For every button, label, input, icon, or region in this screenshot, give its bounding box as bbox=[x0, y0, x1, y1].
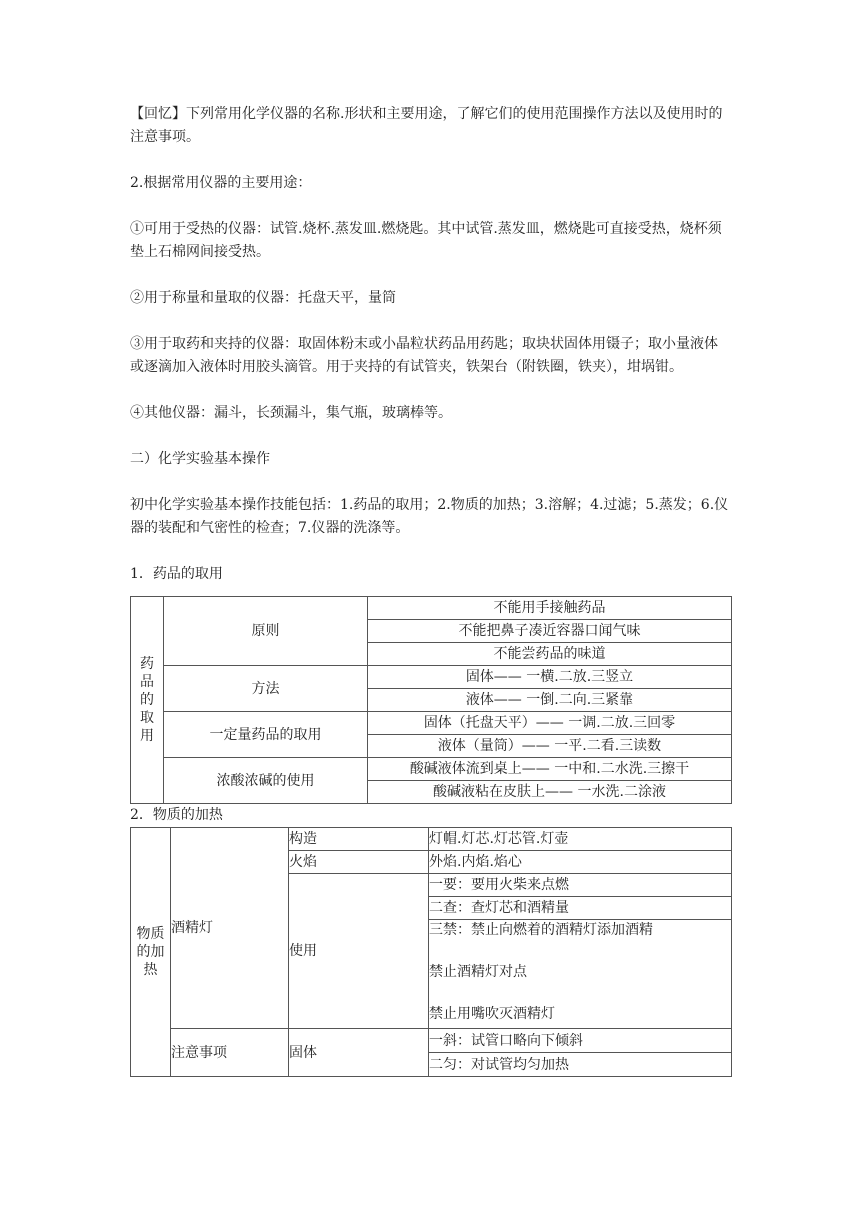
row-label-use: 使用 bbox=[289, 874, 429, 1029]
table-row bbox=[131, 828, 732, 851]
table-cell: 液体（量筒）—— 一平.二看.三读数 bbox=[368, 735, 732, 758]
table-cell: 灯帽.灯芯.灯芯管.灯壶 bbox=[429, 828, 732, 851]
table-cell: 固体（托盘天平）—— 一调.二放.三回零 bbox=[368, 712, 732, 735]
row-label-structure: 构造 bbox=[289, 828, 429, 851]
row-label-notes: 注意事项 bbox=[171, 1029, 289, 1077]
table-row bbox=[131, 666, 732, 689]
row-label-principle: 原则 bbox=[164, 597, 368, 666]
row-label-acid-base: 浓酸浓碱的使用 bbox=[164, 758, 368, 804]
table-row bbox=[131, 712, 732, 735]
document-body bbox=[130, 0, 731, 1077]
category-cell: 物质的加热 bbox=[131, 828, 171, 1077]
table-cell: 外焰.内焰.焰心 bbox=[429, 851, 732, 874]
measuring-instruments-paragraph: ②用于称量和量取的仪器：托盘天平，量筒 bbox=[130, 290, 396, 306]
ban-item: 三禁：禁止向燃着的酒精灯添加酒精 bbox=[429, 922, 653, 938]
ban-item: 禁止酒精灯对点 bbox=[429, 964, 527, 980]
three-bans-cell bbox=[429, 920, 732, 1029]
table-cell: 一斜：试管口略向下倾斜 bbox=[429, 1029, 732, 1053]
row-label-method: 方法 bbox=[164, 666, 368, 712]
table-cell: 一要：要用火柴来点燃 bbox=[429, 874, 732, 897]
table-row bbox=[131, 758, 732, 781]
table-cell: 固体—— 一横.二放.三竖立 bbox=[368, 666, 732, 689]
heating-table bbox=[130, 827, 732, 1077]
holding-instruments-paragraph: ③用于取药和夹持的仪器：取固体粉末或小晶粒状药品用药匙；取块状固体用镊子；取小量液体或逐滴加入液体时用胶头滴管。用于夹持的有试管夹，铁架台（附铁圈，铁夹），坩埚钳。 bbox=[130, 336, 718, 375]
table-cell: 酸碱液粘在皮肤上—— 一水洗.二涂液 bbox=[368, 781, 732, 804]
section-heading-heating: 2．物质的加热 bbox=[130, 807, 223, 823]
table-row bbox=[131, 1029, 732, 1053]
ban-item: 禁止用嘴吹灭酒精灯 bbox=[429, 1006, 555, 1022]
basic-operations-paragraph: 初中化学实验基本操作技能包括：1.药品的取用；2.物质的加热；3.溶解；4.过滤；5.蒸发；6.仪器的装配和气密性的检查；7.仪器的洗涤等。 bbox=[130, 497, 729, 536]
lamp-cell: 酒精灯 bbox=[171, 828, 289, 1029]
section-heading-basic-operations: 二）化学实验基本操作 bbox=[130, 451, 270, 467]
table-row bbox=[131, 597, 732, 620]
table-cell: 二匀：对试管均匀加热 bbox=[429, 1053, 732, 1077]
recall-paragraph: 【回忆】下列常用化学仪器的名称.形状和主要用途，了解它们的使用范围操作方法以及使用时的注意事项。 bbox=[130, 106, 723, 145]
section-heading-drug-taking: 1．药品的取用 bbox=[130, 566, 223, 582]
table-cell: 不能把鼻子凑近容器口闻气味 bbox=[368, 620, 732, 643]
other-instruments-paragraph: ④其他仪器：漏斗，长颈漏斗，集气瓶，玻璃棒等。 bbox=[130, 405, 452, 421]
category-cell: 药品的取用 bbox=[131, 597, 164, 804]
usage-heading: 2.根据常用仪器的主要用途： bbox=[130, 175, 312, 191]
row-label-solid: 固体 bbox=[289, 1029, 429, 1077]
table-cell: 酸碱液体流到桌上—— 一中和.二水洗.三擦干 bbox=[368, 758, 732, 781]
table-cell: 液体—— 一倒.二向.三紧靠 bbox=[368, 689, 732, 712]
table-cell: 不能用手接触药品 bbox=[368, 597, 732, 620]
heatable-instruments-paragraph: ①可用于受热的仪器：试管.烧杯.蒸发皿.燃烧匙。其中试管.蒸发皿，燃烧匙可直接受热，烧杯须垫上石棉网间接受热。 bbox=[130, 221, 722, 260]
table-cell: 不能尝药品的味道 bbox=[368, 643, 732, 666]
row-label-flame: 火焰 bbox=[289, 851, 429, 874]
table-cell: 二查：查灯芯和酒精量 bbox=[429, 897, 732, 920]
drug-taking-table bbox=[130, 596, 732, 804]
row-label-quantity: 一定量药品的取用 bbox=[164, 712, 368, 758]
